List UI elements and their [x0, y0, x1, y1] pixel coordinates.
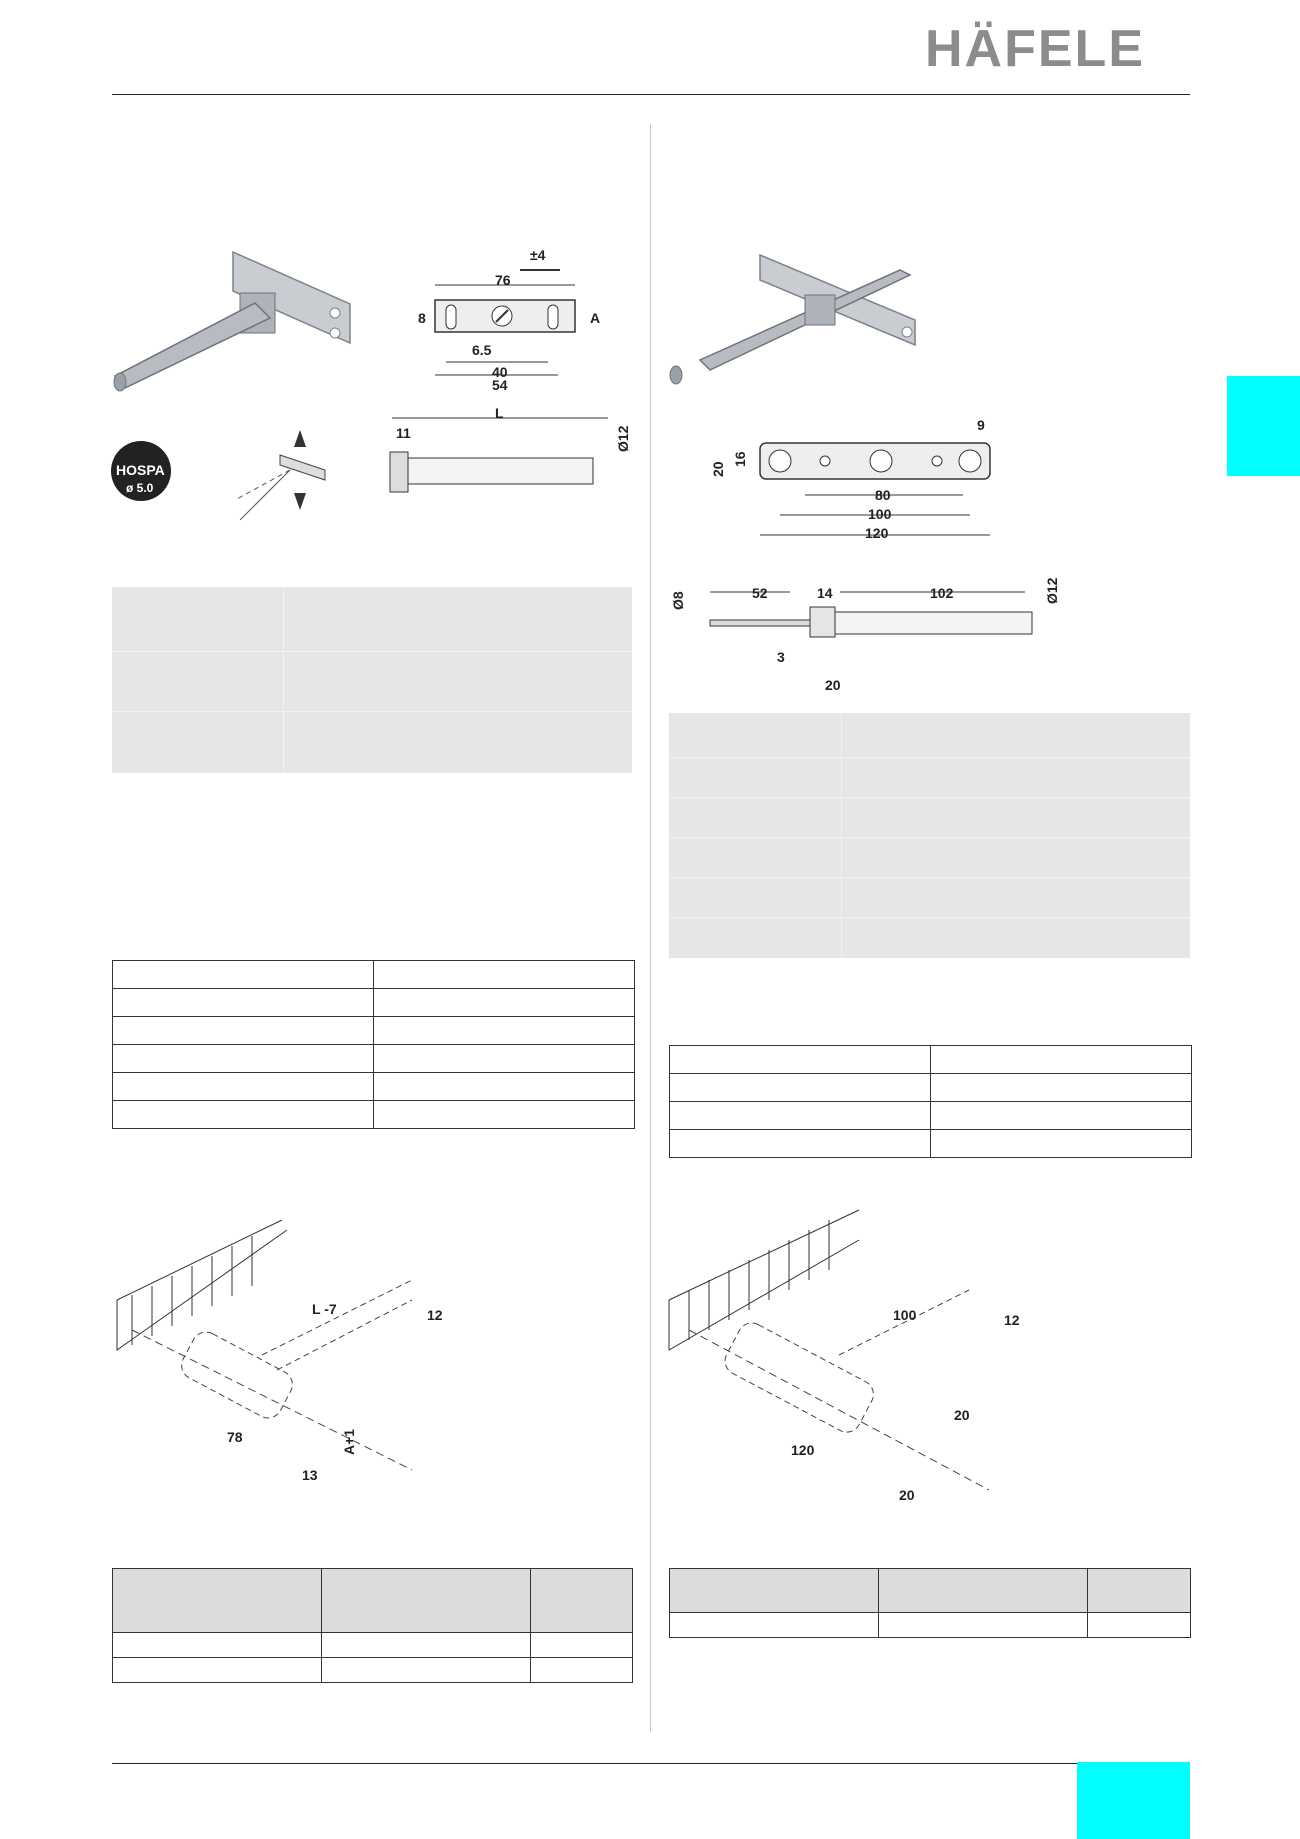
table-row	[113, 989, 635, 1017]
svg-text:20: 20	[954, 1407, 970, 1423]
installation-drawing-right	[669, 1230, 1020, 1510]
spec-block-left	[112, 587, 632, 773]
svg-text:14: 14	[817, 585, 833, 601]
table-row	[670, 1613, 1191, 1638]
svg-text:L: L	[495, 405, 504, 421]
svg-text:HOSPA: HOSPA	[116, 462, 165, 478]
svg-text:8: 8	[418, 310, 426, 326]
table-row	[113, 1045, 635, 1073]
svg-text:A+1: A+1	[341, 1428, 357, 1455]
table-row	[113, 961, 635, 989]
table-row	[113, 1017, 635, 1045]
svg-text:20: 20	[710, 461, 726, 477]
svg-text:Ø12: Ø12	[615, 425, 631, 452]
svg-text:13: 13	[302, 1467, 318, 1483]
svg-text:L -7: L -7	[312, 1301, 337, 1317]
footer-rule	[112, 1763, 1077, 1764]
table-row	[670, 1074, 1192, 1102]
svg-text:100: 100	[893, 1307, 917, 1323]
table-header-row	[113, 1569, 633, 1633]
svg-text:±4: ±4	[530, 247, 546, 263]
svg-text:76: 76	[495, 272, 511, 288]
hafele-logo	[925, 20, 1193, 78]
svg-text:40: 40	[492, 364, 508, 380]
side-dimension-drawing-right	[665, 572, 1085, 692]
svg-text:102: 102	[930, 585, 954, 601]
svg-text:9: 9	[977, 417, 985, 433]
svg-text:Ø12: Ø12	[1044, 577, 1060, 604]
svg-text:80: 80	[875, 487, 891, 503]
dimensions-table-left	[112, 960, 635, 1129]
dimensions-table-right	[669, 1045, 1192, 1158]
table-row	[113, 1073, 635, 1101]
table-row	[113, 1101, 635, 1129]
svg-text:6.5: 6.5	[472, 342, 492, 358]
section-tab	[1227, 376, 1300, 476]
front-dimension-drawing-right	[705, 405, 1025, 545]
rotation-sketch	[205, 425, 335, 530]
svg-text:52: 52	[752, 585, 768, 601]
svg-text:120: 120	[791, 1442, 815, 1458]
table-row	[670, 1102, 1192, 1130]
table-row	[670, 1046, 1192, 1074]
svg-text:20: 20	[899, 1487, 915, 1503]
svg-text:120: 120	[865, 525, 889, 541]
svg-text:3: 3	[777, 649, 785, 665]
table-header-row	[670, 1569, 1191, 1613]
svg-text:12: 12	[1004, 1312, 1020, 1328]
spec-block-right	[669, 713, 1190, 958]
installation-drawing-left	[112, 1220, 443, 1490]
table-row	[113, 1658, 633, 1683]
product-photo-left	[115, 248, 355, 398]
svg-text:78: 78	[227, 1429, 243, 1445]
order-table-right	[669, 1568, 1191, 1638]
product-photo-right	[670, 250, 920, 390]
header-rule	[112, 94, 1190, 95]
table-row	[670, 1130, 1192, 1158]
column-divider	[650, 124, 651, 1732]
svg-text:16: 16	[732, 451, 748, 467]
side-dimension-drawing-left	[370, 405, 640, 500]
hospa-badge	[110, 440, 172, 502]
footer-tab	[1077, 1762, 1190, 1839]
svg-text:100: 100	[868, 506, 892, 522]
svg-text:Ø8: Ø8	[670, 591, 686, 610]
order-table-left	[112, 1568, 633, 1683]
table-row	[113, 1633, 633, 1658]
svg-text:54: 54	[492, 377, 508, 393]
logo-text: HÄFELE	[925, 20, 1145, 78]
svg-text:20: 20	[825, 677, 841, 693]
front-dimension-drawing-left	[400, 245, 640, 395]
svg-text:11: 11	[396, 425, 411, 441]
svg-text:ø 5.0: ø 5.0	[126, 481, 154, 495]
svg-text:12: 12	[427, 1307, 443, 1323]
svg-text:A: A	[590, 310, 601, 326]
